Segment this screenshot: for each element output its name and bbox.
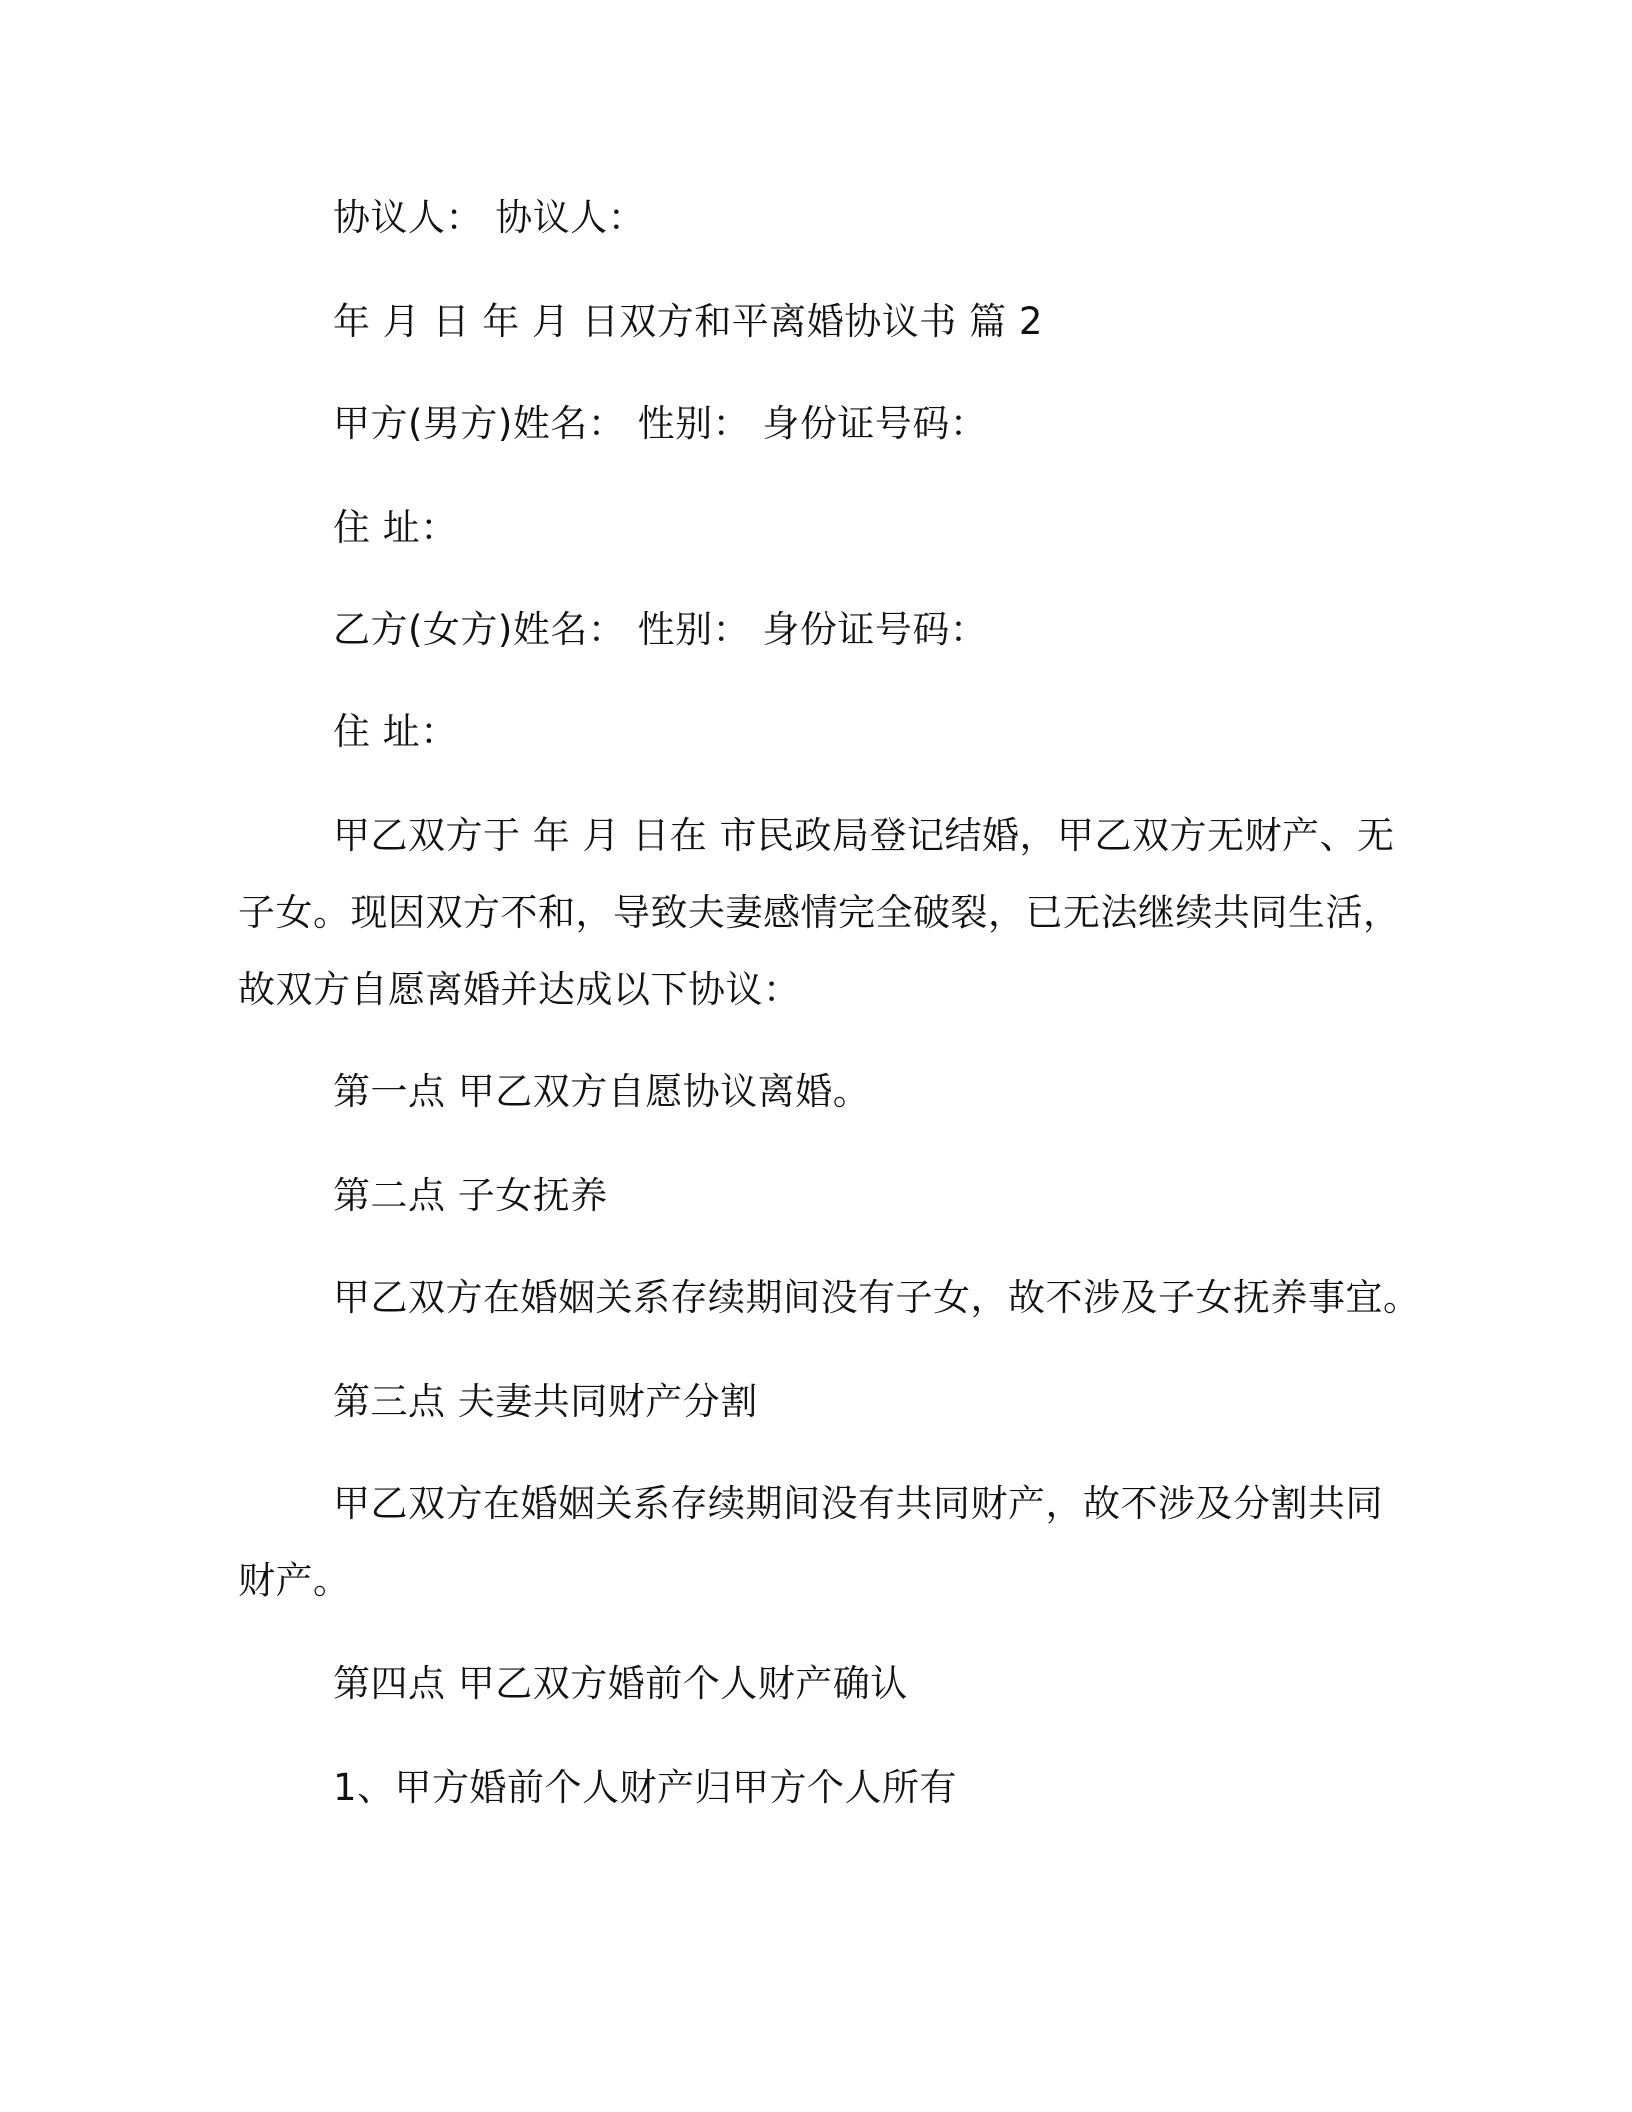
clause-3-heading: 第三点 夫妻共同财产分割 (333, 1380, 758, 1423)
party-b-address: 住 址： (333, 710, 458, 753)
clause-3-body-line-1: 甲乙双方在婚姻关系存续期间没有共同财产，故不涉及分割共同 (333, 1482, 1383, 1525)
party-a-address: 住 址： (333, 506, 458, 549)
party-b-info: 乙方(女方)姓名： 性别： 身份证号码： (333, 608, 988, 651)
clause-2-body: 甲乙双方在婚姻关系存续期间没有子女，故不涉及子女抚养事宜。 (333, 1276, 1421, 1319)
clause-2-heading: 第二点 子女抚养 (333, 1174, 608, 1217)
date-title-line: 年 月 日 年 月 日双方和平离婚协议书 篇 2 (333, 300, 1043, 343)
party-a-info: 甲方(男方)姓名： 性别： 身份证号码： (333, 402, 988, 445)
clause-1-heading: 第一点 甲乙双方自愿协议离婚。 (333, 1070, 871, 1113)
intro-paragraph-line-3: 故双方自愿离婚并达成以下协议： (238, 968, 801, 1011)
clause-4-heading: 第四点 甲乙双方婚前个人财产确认 (333, 1662, 908, 1705)
intro-paragraph-line-2: 子女。现因双方不和，导致夫妻感情完全破裂，已无法继续共同生活， (238, 891, 1401, 934)
clause-3-body-line-2: 财产。 (238, 1559, 351, 1602)
intro-paragraph-line-1: 甲乙双方于 年 月 日在 市民政局登记结婚，甲乙双方无财产、无 (333, 814, 1395, 857)
clause-4-item-1: 1、甲方婚前个人财产归甲方个人所有 (333, 1766, 958, 1809)
signatories-line: 协议人： 协议人： (333, 196, 646, 239)
